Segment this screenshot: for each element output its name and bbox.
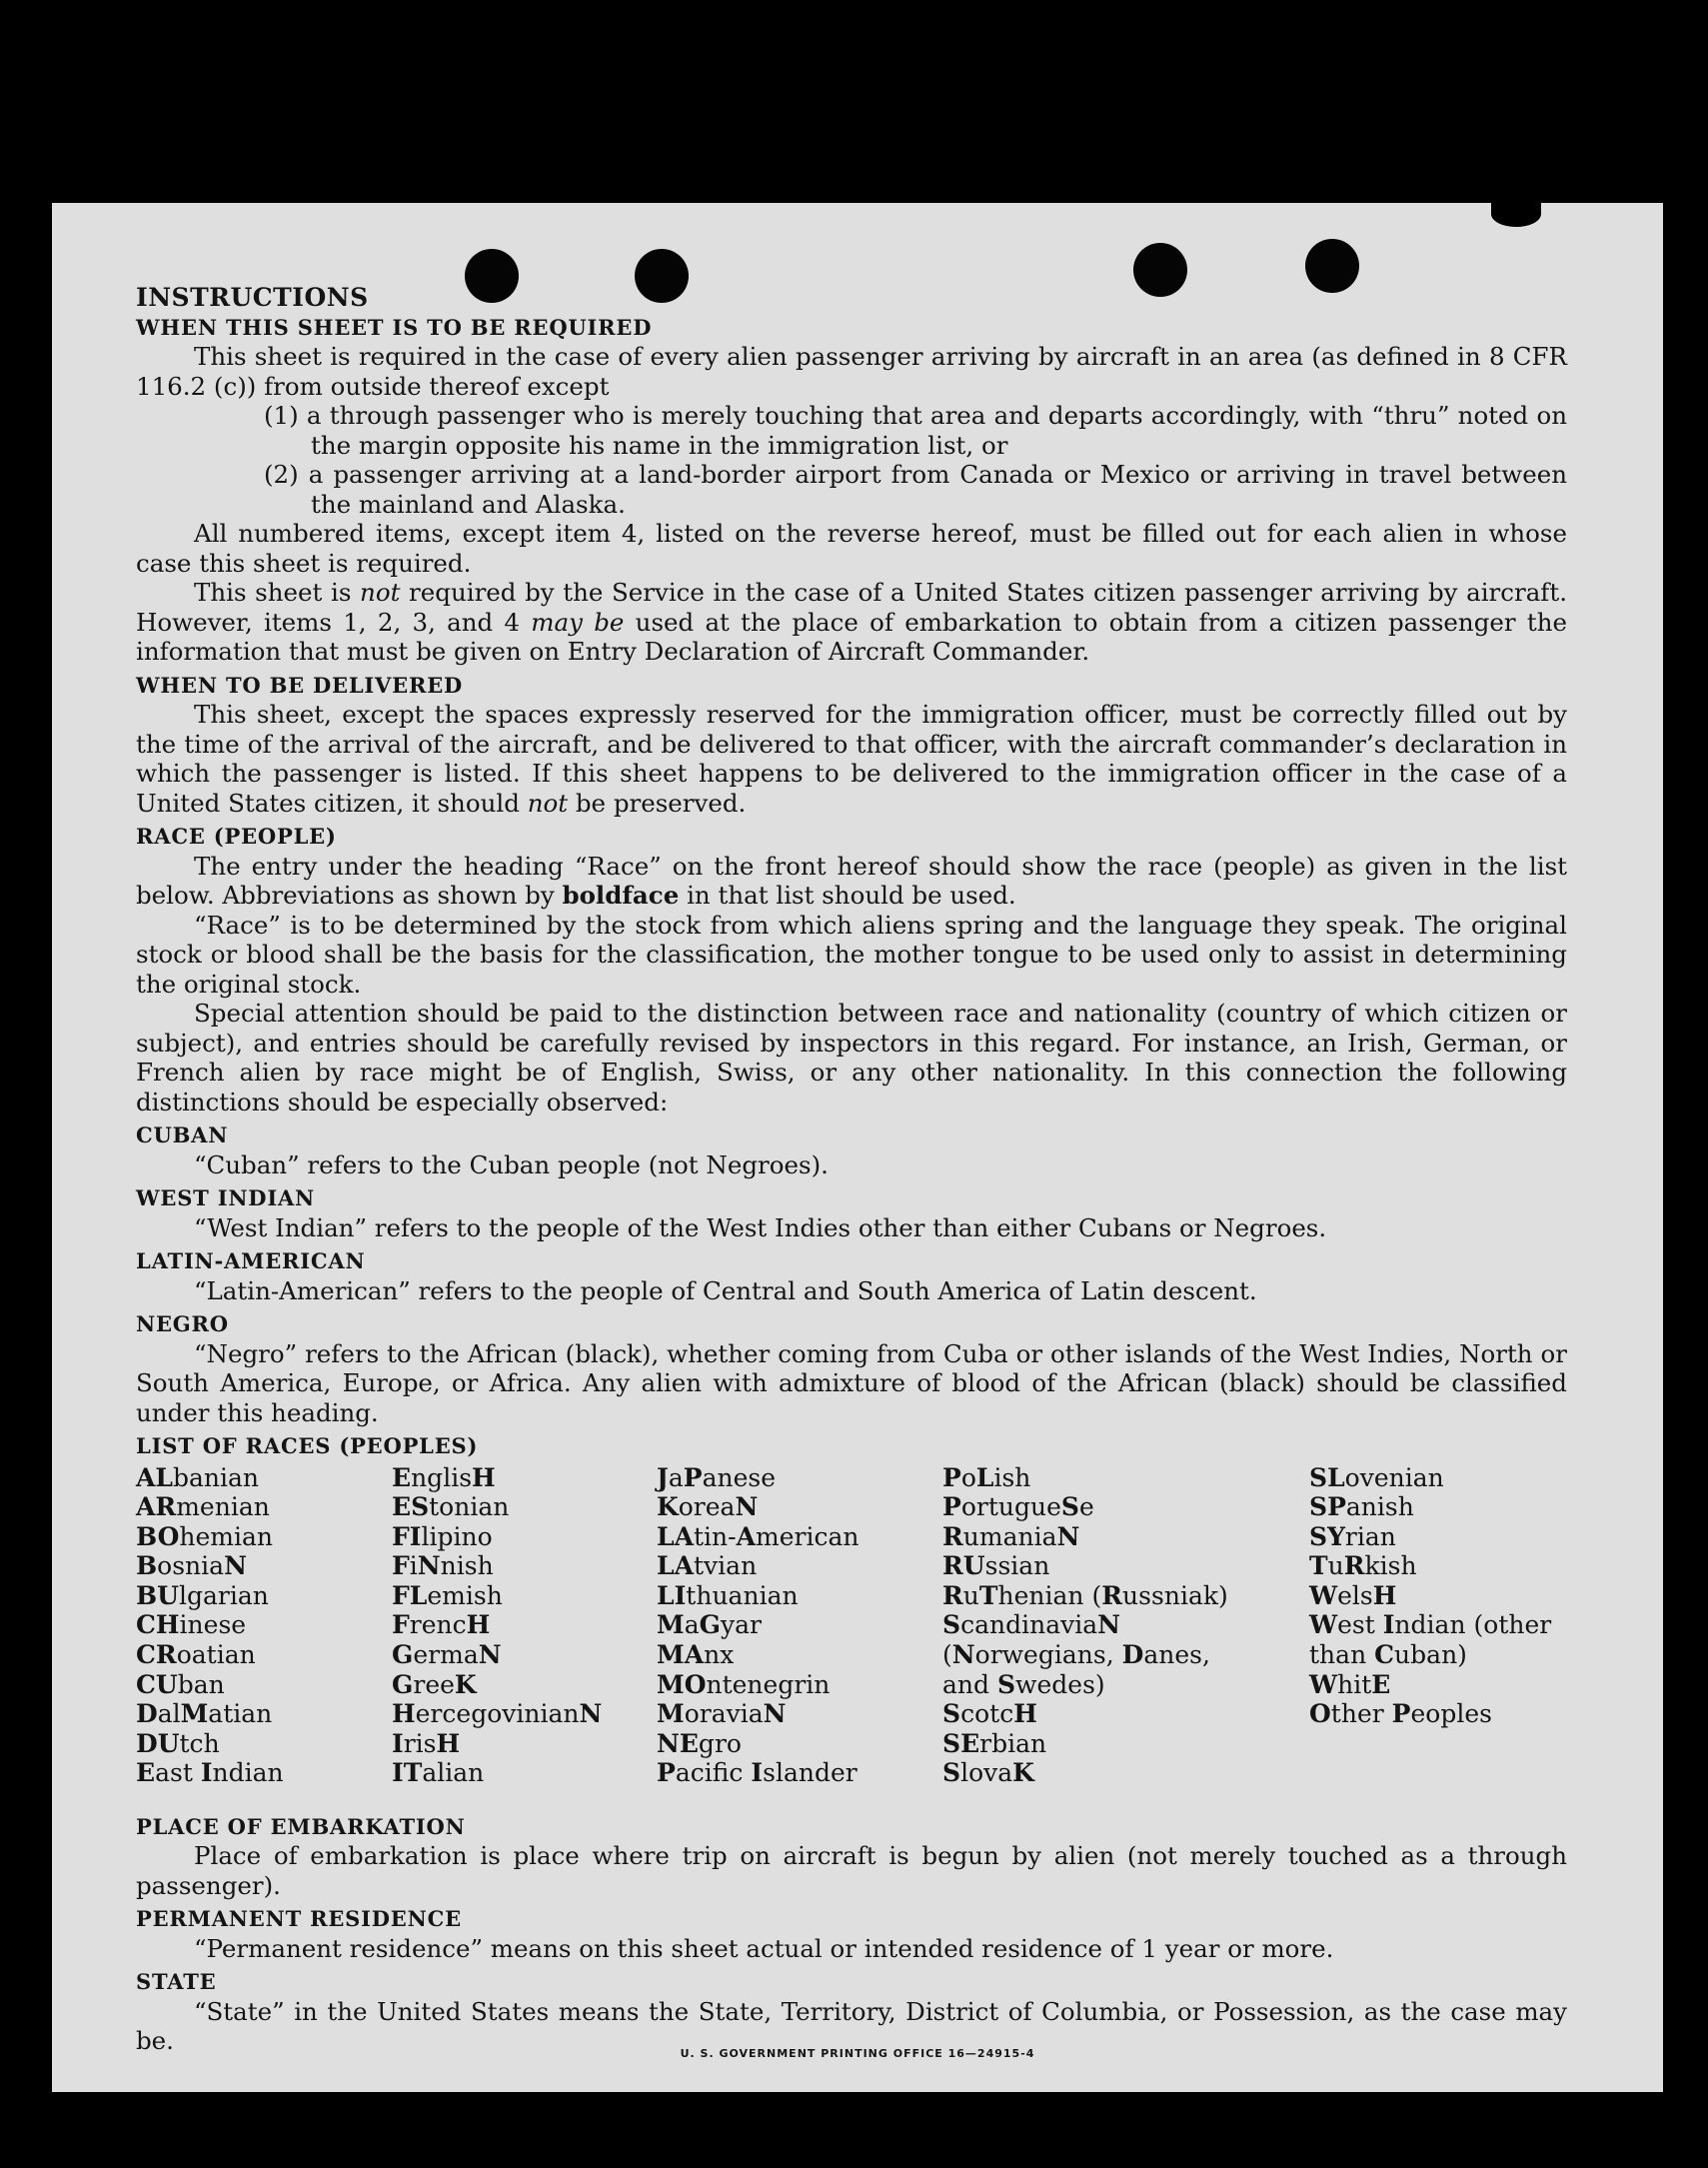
paragraph: “West Indian” refers to the people of the West Indies other than either Cubans or Negroes. [194,1212,1327,1242]
race-entry: RumaniaN [942,1521,1080,1551]
race-entry: SErbian [942,1728,1047,1758]
printing-office-footer: U. S. GOVERNMENT PRINTING OFFICE 16—24915-4 [680,2047,1035,2060]
race-entry: SLovenian [1309,1462,1444,1492]
races-column [1309,1463,1571,1729]
race-entry: LAtvian [657,1551,758,1581]
race-entry: BOhemian [136,1521,274,1551]
race-entry: NEgro [657,1728,742,1758]
torn-corner [1491,201,1541,227]
paragraph: “Cuban” refers to the Cuban people (not Negroes). [194,1149,829,1179]
race-entry: MOntenegrin [657,1669,831,1699]
paragraph: This sheet is required in the case of every alien passenger arriving by aircraft in an area (as defined in 8 CFR 116.2 (c)) from outside thereof except [136,342,1567,401]
race-entry: EnglisH [392,1462,496,1492]
race-entry: FiNnish [392,1551,494,1581]
paragraph: Place of embarkation is place where trip on aircraft is begun by alien (not merely touched as a through passenger). [136,1841,1567,1900]
race-entry: BosniaN [136,1551,247,1581]
race-entry: MoraviaN [657,1699,787,1729]
section-heading-delivered: WHEN TO BE DELIVERED [136,672,464,698]
document-page [52,203,1663,2092]
race-entry: CRoatian [136,1640,256,1670]
race-entry: WelsH [1309,1580,1397,1610]
paragraph: The entry under the heading “Race” on the front hereof should show the race (people) as given in the list below. Abbreviations as shown by boldface in that list should be used. [136,851,1567,910]
section-heading-west-indian: WEST INDIAN [136,1185,316,1210]
race-entry: RuThenian (Russniak) [942,1580,1228,1610]
paragraph: “Negro” refers to the African (black), whether coming from Cuba or other islands of the West Indies, North or South America, Europe, or Africa. Any alien with admixture of blood of the African (black) should be classified under this heading. [136,1338,1567,1427]
race-entry: IrisH [392,1728,461,1758]
race-entry: JaPanese [657,1462,777,1492]
paragraph: “Latin-American” refers to the people of Central and South America of Latin descent. [194,1275,1257,1305]
section-heading-race: RACE (PEOPLE) [136,824,337,849]
main-heading: INSTRUCTIONS [136,283,369,312]
race-entry: ARmenian [136,1492,270,1522]
race-entry: LAtin-American [657,1521,859,1551]
paragraph: This sheet is not required by the Service in the case of a United States citizen passenger arriving by aircraft. However, items 1, 2, 3, and 4 may be used at the place of embarkation to obtain from a citizen passenger the information that must be given on Entry Declaration of Aircraft Commander. [136,578,1567,666]
race-entry: ITalian [392,1758,485,1788]
section-heading-cuban: CUBAN [136,1122,229,1147]
race-entry: DUtch [136,1728,220,1758]
race-entry: EStonian [392,1492,510,1522]
paragraph: “Race” is to be determined by the stock from which aliens spring and the language they speak. The original stock or blood shall be the basis for the classification, the mother tongue to be used only to assist in determining the original stock. [136,910,1567,999]
race-entry: WhitE [1309,1669,1391,1699]
race-entry: HercegovinianN [392,1699,603,1729]
paragraph: Special attention should be paid to the distinction between race and nationality (country of which citizen or subject), and entries should be carefully revised by inspectors in this regard. For instance, an Irish, German, or French alien by race might be of English, Swiss, or any other nationality. In this connection the following distinctions should be especially observed: [136,999,1567,1116]
race-entry: West Indian (other than Cuban) [1309,1610,1552,1670]
race-entry: ScandinaviaN (Norwegians, Danes, and Swedes) [942,1610,1210,1699]
race-entry: MAnx [657,1640,735,1670]
race-entry: SPanish [1309,1492,1414,1522]
race-entry: ALbanian [136,1462,260,1492]
races-column [392,1463,632,1789]
race-entry: GreeK [392,1669,477,1699]
list-item: (2) a passenger arriving at a land-border airport from Canada or Mexico or arriving in travel between the mainland and Alaska. [264,460,1567,519]
race-entry: GermaN [392,1640,502,1670]
instructions-text [136,283,1567,2056]
race-entry: SlovaK [942,1758,1034,1788]
races-column [136,1463,376,1789]
races-list [136,1463,1567,1808]
section-heading-state: STATE [136,1969,217,1994]
race-entry: FIlipino [392,1521,493,1551]
race-entry: PoLish [942,1462,1031,1492]
paragraph: “State” in the United States means the State, Territory, District of Columbia, or Possession, as the case may be. [136,1996,1567,2055]
race-entry: KoreaN [657,1492,759,1522]
race-entry: CUban [136,1669,225,1699]
race-entry: East Indian [136,1758,284,1788]
section-heading-negro: NEGRO [136,1311,229,1336]
section-heading-embarkation: PLACE OF EMBARKATION [136,1813,466,1839]
section-heading-residence: PERMANENT RESIDENCE [136,1906,462,1931]
race-entry: TuRkish [1309,1551,1417,1581]
race-entry: BUlgarian [136,1580,269,1610]
paragraph: “Permanent residence” means on this sheet actual or intended residence of 1 year or more. [194,1933,1334,1963]
race-entry: PortugueSe [942,1492,1094,1522]
race-entry: RUssian [942,1551,1050,1581]
race-entry: DalMatian [136,1699,273,1729]
section-heading-latin-american: LATIN-AMERICAN [136,1248,366,1273]
race-entry: MaGyar [657,1610,762,1640]
race-entry: FrencH [392,1610,491,1640]
list-item: (1) a through passenger who is merely touching that area and departs accordingly, with “thru” noted on the margin opposite his name in the immigration list, or [264,401,1567,460]
race-entry: Pacifc Islander [657,1758,857,1788]
race-entry: CHinese [136,1610,247,1640]
race-entry: Other Peoples [1309,1699,1492,1729]
section-heading-list-of-races: LIST OF RACES (PEOPLES) [136,1433,479,1458]
paragraph: This sheet, except the spaces expressly reserved for the immigration officer, must be correctly filled out by the time of the arrival of the aircraft, and be delivered to that officer, with the aircraft commander’s declaration in which the passenger is listed. If this sheet happens to be delivered to the immigration officer in the case of a United States citizen, it should not be preserved. [136,700,1567,818]
races-column [942,1463,1230,1789]
race-entry: SYrian [1309,1521,1396,1551]
paragraph: All numbered items, except item 4, listed on the reverse hereof, must be filled out for each alien in whose case this sheet is required. [136,519,1567,578]
race-entry: FLemish [392,1580,503,1610]
race-entry: ScotcH [942,1699,1037,1729]
section-heading-required: WHEN THIS SHEET IS TO BE REQUIRED [136,314,653,340]
races-column [657,1463,916,1789]
race-entry: LIthuanian [657,1580,799,1610]
